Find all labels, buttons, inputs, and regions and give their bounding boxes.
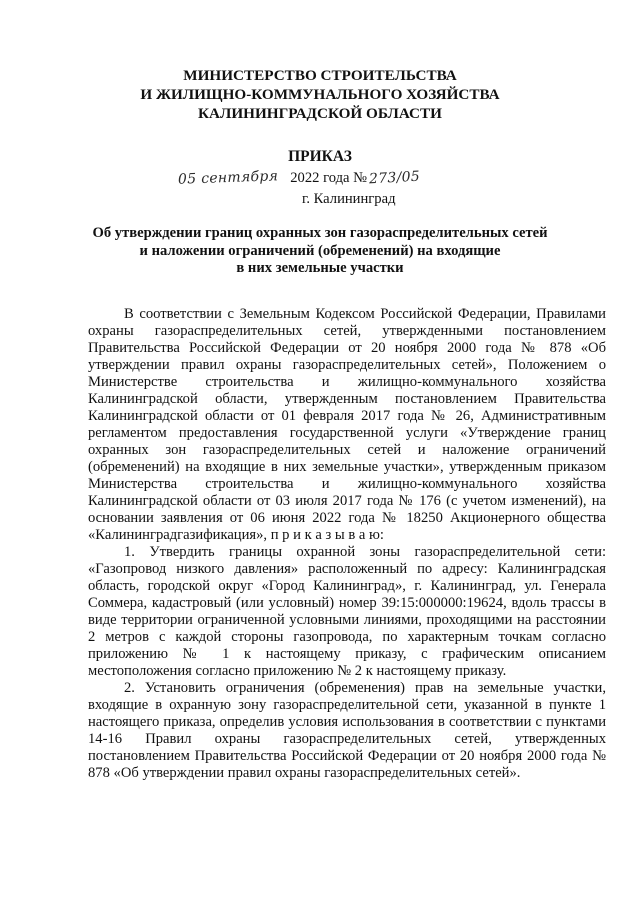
header-line-2: И ЖИЛИЩНО-КОММУНАЛЬНОГО ХОЗЯЙСТВА: [140, 86, 500, 103]
subject-line-3: в них земельные участки: [236, 260, 404, 276]
preamble-paragraph: В соответствии с Земельным Кодексом Российской Федерации, Правилами охраны газораспределительных сетей, утвержденными постановлением Правительства Российской Федерации от 20 ноября 2000 года № 878 «Об утверждении правил охраны газораспределительных сетей», Положением о Министерстве строительства и жилищно-коммунального хозяйства Калининградской области, утвержденным постановлением Правительства Калининградской области от 01 февраля 2017 года № 26, Административным регламентом предоставления государственной услуги «Утверждение границ охранных зон газораспределительных сетей и наложение ограничений (обременений) на входящие в них земельные участки», утвержденным приказом Министерства строительства и жилищно-коммунального хозяйства Калининградской области от 03 июля 2017 года № 176 (с учетом изменений), на основании заявления от 06 июня 2022 года № 18250 Акционерного общества «Калининградгазификация», п р и к а з ы в а ю:: [88, 306, 606, 543]
clause-2-paragraph: 2. Установить ограничения (обременения) прав на земельные участки, входящие в охранную зону газораспределительной сети, указанной в пункте 1 настоящего приказа, определив условия использования в соответствии с пунктами 14-16 Правил охраны газораспределительных сетей, утвержденных постановлением Правительства Российской Федерации от 20 ноября 2000 года № 878 «Об утверждении правил охраны газораспределительных сетей».: [88, 680, 606, 781]
handwritten-order-number: 273/05: [368, 168, 421, 188]
ministry-header: [0, 66, 640, 123]
handwritten-date: 05 сентября: [177, 168, 279, 188]
header-line-3: КАЛИНИНГРАДСКОЙ ОБЛАСТИ: [198, 105, 442, 122]
order-subject: [0, 225, 640, 278]
city-line: г. Калининград: [302, 191, 396, 207]
date-year-text: 2022 года №: [290, 170, 368, 186]
date-line: [178, 170, 420, 187]
order-body: [88, 306, 606, 782]
header-line-1: МИНИСТЕРСТВО СТРОИТЕЛЬСТВА: [183, 67, 457, 84]
subject-line-1: Об утверждении границ охранных зон газораспределительных сетей: [92, 225, 548, 241]
subject-line-2: и наложении ограничений (обременений) на входящие: [139, 242, 501, 259]
clause-1-paragraph: 1. Утвердить границы охранной зоны газораспределительной сети: «Газопровод низкого давления» расположенный по адресу: Калининградская область, городской округ «Город Калининград», г. Калининград, ул. Генерала Соммера, кадастровый (или условный) номер 39:15:000000:19624, вдоль трассы в виде территории ограниченной условными линиями, проходящими на расстоянии 2 метров с каждой стороны газопровода, по характерным точкам согласно приложению № 1 к настоящему приказу, с графическим описанием местоположения согласно приложению № 2 к настоящему приказу.: [88, 544, 606, 679]
document-title: ПРИКАЗ: [288, 148, 352, 165]
